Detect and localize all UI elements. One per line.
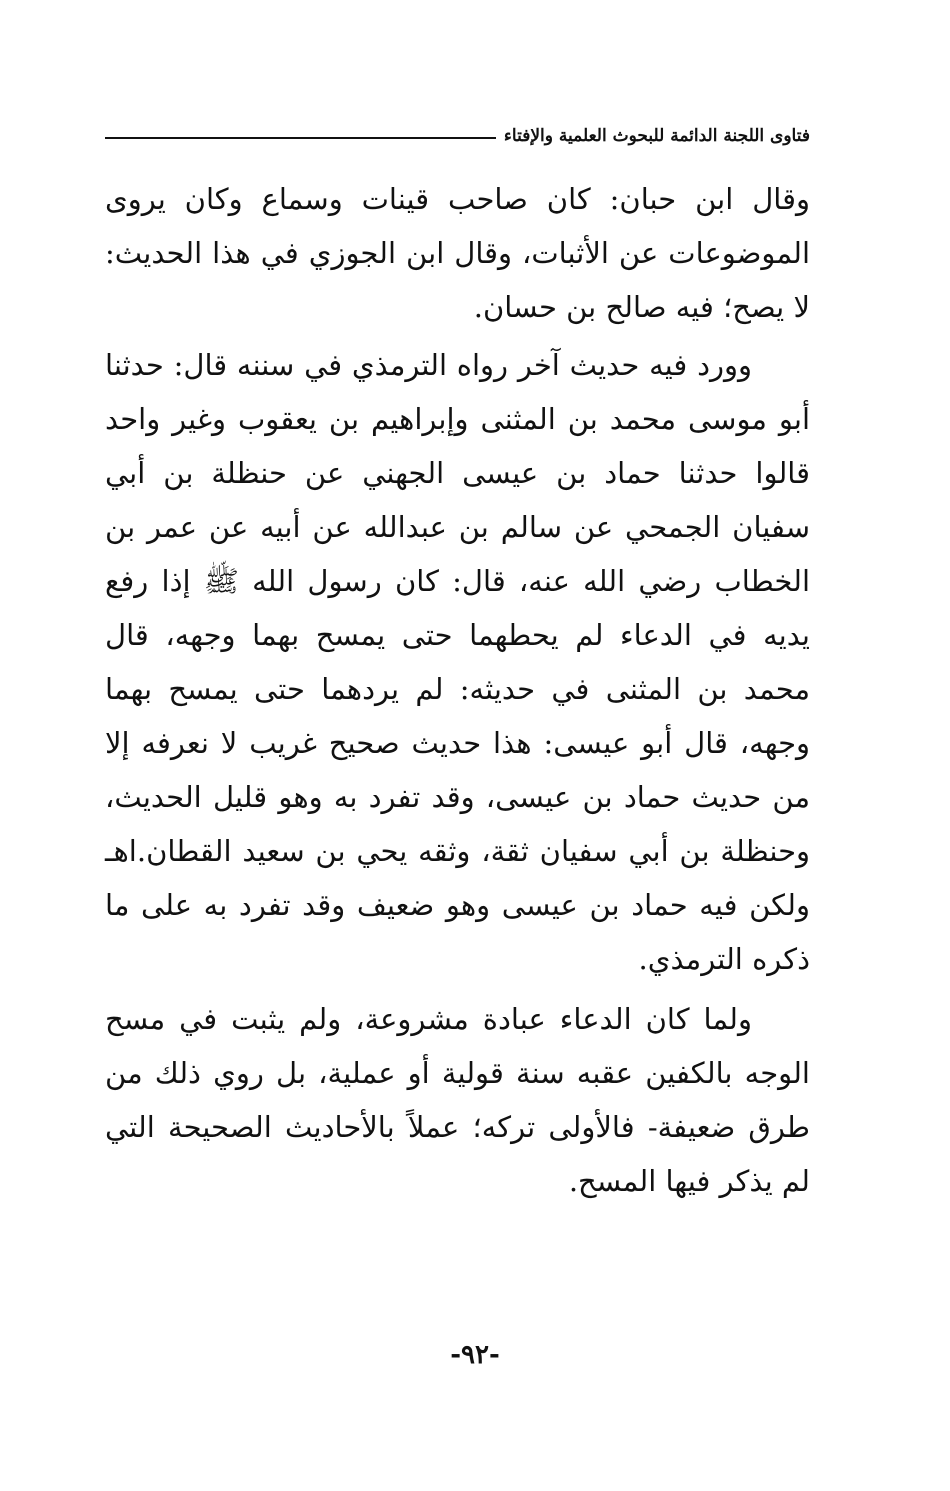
- header-title: فتاوى اللجنة الدائمة للبحوث العلمية والإفتاء: [503, 126, 810, 146]
- header-rule: [105, 137, 496, 139]
- paragraph-2: وورد فيه حديث آخر رواه الترمذي في سننه قال: حدثنا أبو موسى محمد بن المثنى وإبراهيم بن يعقوب وغير واحد قالوا حدثنا حماد بن عيسى الجهني عن حنظلة بن أبي سفيان الجمحي عن سالم بن عبدالله عن أبيه عن عمر بن الخطاب رضي الله عنه، قال: كان رسول الله ﷺ إذا رفع يديه في الدعاء لم يحطهما حتى يمسح بهما وجهه، قال محمد بن المثنى في حديثه: لم يردهما حتى يمسح بهما وجهه، قال أبو عيسى: هذا حديث صحيح غريب لا نعرفه إلا من حديث حماد بن عيسى، وقد تفرد به وهو قليل الحديث، وحنظلة بن أبي سفيان ثقة، وثقه يحي بن سعيد القطان.اهـ ولكن فيه حماد بن عيسى وهو ضعيف وقد تفرد به على ما ذكره الترمذي.: [105, 348, 810, 976]
- running-header: [105, 118, 810, 154]
- body-text: [105, 172, 810, 1208]
- paragraph-1: وقال ابن حبان: كان صاحب قينات وسماع وكان يروى الموضوعات عن الأثبات، وقال ابن الجوزي في هذا الحديث: لا يصح؛ فيه صالح بن حسان.: [105, 182, 810, 324]
- paragraph-3: ولما كان الدعاء عبادة مشروعة، ولم يثبت في مسح الوجه بالكفين عقبه سنة قولية أو عملية، بل روي ذلك من طرق ضعيفة- فالأولى تركه؛ عملاً بالأحاديث الصحيحة التي لم يذكر فيها المسح.: [105, 1002, 810, 1198]
- page-number: -٩٢-: [450, 1340, 500, 1370]
